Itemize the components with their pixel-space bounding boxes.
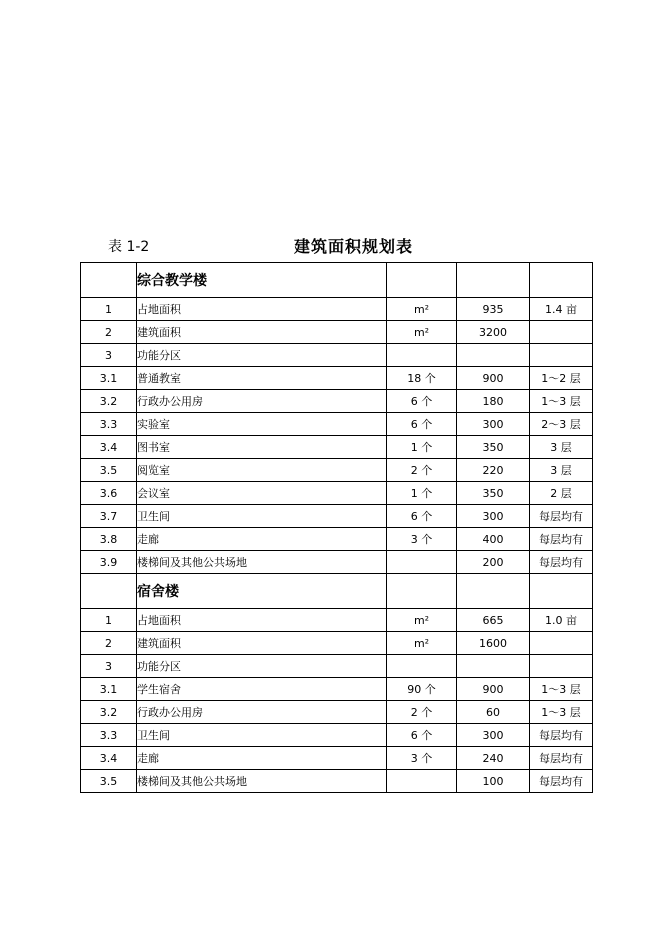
cell-qty: 350 [457, 436, 530, 459]
cell-qty [457, 655, 530, 678]
cell-qty: 300 [457, 413, 530, 436]
cell-note: 2 层 [530, 482, 593, 505]
cell-name: 建筑面积 [137, 632, 387, 655]
cell-no: 3.2 [81, 701, 137, 724]
cell-qty: 240 [457, 747, 530, 770]
cell-qty: 3200 [457, 321, 530, 344]
table-row [81, 655, 593, 678]
cell-no: 3.1 [81, 678, 137, 701]
cell-no: 3.9 [81, 551, 137, 574]
cell-note: 3 层 [530, 459, 593, 482]
table-row [81, 551, 593, 574]
cell-no: 3.2 [81, 390, 137, 413]
cell-name: 图书室 [137, 436, 387, 459]
cell-note: 1.4 亩 [530, 298, 593, 321]
cell-name: 行政办公用房 [137, 701, 387, 724]
cell-unit: 3 个 [387, 747, 457, 770]
cell-unit: 2 个 [387, 701, 457, 724]
cell-note: 每层均有 [530, 505, 593, 528]
cell-name: 功能分区 [137, 655, 387, 678]
cell-name: 占地面积 [137, 609, 387, 632]
section-title: 宿舍楼 [137, 574, 387, 609]
cell-name: 卫生间 [137, 724, 387, 747]
cell-unit [387, 770, 457, 793]
cell-no: 3.3 [81, 413, 137, 436]
cell-no: 1 [81, 609, 137, 632]
cell-qty: 180 [457, 390, 530, 413]
cell-no: 3 [81, 344, 137, 367]
empty-cell [387, 574, 457, 609]
cell-qty: 220 [457, 459, 530, 482]
empty-cell [81, 263, 137, 298]
empty-cell [530, 263, 593, 298]
cell-unit: m² [387, 609, 457, 632]
section-title: 综合教学楼 [137, 263, 387, 298]
cell-name: 楼梯间及其他公共场地 [137, 551, 387, 574]
cell-name: 楼梯间及其他公共场地 [137, 770, 387, 793]
cell-note: 1～3 层 [530, 678, 593, 701]
cell-unit: 6 个 [387, 413, 457, 436]
cell-name: 行政办公用房 [137, 390, 387, 413]
cell-unit: m² [387, 632, 457, 655]
cell-unit [387, 551, 457, 574]
cell-unit: 3 个 [387, 528, 457, 551]
cell-unit: 6 个 [387, 505, 457, 528]
cell-note: 1～2 层 [530, 367, 593, 390]
empty-cell [530, 574, 593, 609]
cell-name: 走廊 [137, 747, 387, 770]
cell-unit: 90 个 [387, 678, 457, 701]
cell-name: 普通教室 [137, 367, 387, 390]
cell-name: 卫生间 [137, 505, 387, 528]
empty-cell [457, 263, 530, 298]
cell-note: 1.0 亩 [530, 609, 593, 632]
cell-no: 3.6 [81, 482, 137, 505]
cell-note: 1～3 层 [530, 390, 593, 413]
cell-name: 实验室 [137, 413, 387, 436]
cell-unit: 6 个 [387, 724, 457, 747]
cell-name: 会议室 [137, 482, 387, 505]
table-caption: 表 1-2 [108, 239, 150, 255]
cell-no: 3.8 [81, 528, 137, 551]
table-row [81, 413, 593, 436]
table-row [81, 770, 593, 793]
cell-note: 3 层 [530, 436, 593, 459]
cell-unit: m² [387, 321, 457, 344]
cell-note: 每层均有 [530, 770, 593, 793]
cell-no: 2 [81, 321, 137, 344]
cell-note: 每层均有 [530, 724, 593, 747]
cell-note [530, 632, 593, 655]
section-header-row [81, 574, 593, 609]
cell-qty: 300 [457, 724, 530, 747]
cell-no: 3.4 [81, 436, 137, 459]
cell-qty: 900 [457, 678, 530, 701]
table-row [81, 747, 593, 770]
cell-name: 学生宿舍 [137, 678, 387, 701]
cell-no: 3 [81, 655, 137, 678]
cell-no: 1 [81, 298, 137, 321]
cell-unit: 1 个 [387, 482, 457, 505]
cell-unit: 2 个 [387, 459, 457, 482]
cell-note: 2～3 层 [530, 413, 593, 436]
table-row [81, 482, 593, 505]
cell-qty: 300 [457, 505, 530, 528]
cell-name: 阅览室 [137, 459, 387, 482]
table-row [81, 321, 593, 344]
cell-note [530, 655, 593, 678]
cell-unit [387, 344, 457, 367]
cell-unit [387, 655, 457, 678]
cell-note [530, 344, 593, 367]
cell-qty: 350 [457, 482, 530, 505]
cell-note: 1～3 层 [530, 701, 593, 724]
table-row [81, 436, 593, 459]
table-row [81, 298, 593, 321]
cell-qty: 665 [457, 609, 530, 632]
cell-qty: 100 [457, 770, 530, 793]
cell-unit: 1 个 [387, 436, 457, 459]
cell-no: 2 [81, 632, 137, 655]
table-row [81, 459, 593, 482]
cell-qty: 400 [457, 528, 530, 551]
table-row [81, 678, 593, 701]
cell-name: 走廊 [137, 528, 387, 551]
cell-note: 每层均有 [530, 528, 593, 551]
table-row [81, 632, 593, 655]
table-row [81, 701, 593, 724]
cell-unit: 18 个 [387, 367, 457, 390]
cell-qty: 935 [457, 298, 530, 321]
table-row [81, 505, 593, 528]
table-row [81, 390, 593, 413]
cell-no: 3.1 [81, 367, 137, 390]
page-title: 建筑面积规划表 [294, 237, 414, 256]
cell-qty: 60 [457, 701, 530, 724]
cell-name: 功能分区 [137, 344, 387, 367]
table-row [81, 724, 593, 747]
cell-name: 建筑面积 [137, 321, 387, 344]
empty-cell [457, 574, 530, 609]
cell-qty: 200 [457, 551, 530, 574]
cell-no: 3.5 [81, 459, 137, 482]
table-row [81, 367, 593, 390]
table-row [81, 609, 593, 632]
cell-no: 3.5 [81, 770, 137, 793]
empty-cell [387, 263, 457, 298]
cell-unit: m² [387, 298, 457, 321]
table-row [81, 528, 593, 551]
empty-cell [81, 574, 137, 609]
cell-qty: 1600 [457, 632, 530, 655]
cell-note: 每层均有 [530, 551, 593, 574]
cell-no: 3.7 [81, 505, 137, 528]
cell-note: 每层均有 [530, 747, 593, 770]
cell-unit: 6 个 [387, 390, 457, 413]
cell-no: 3.3 [81, 724, 137, 747]
table-row [81, 344, 593, 367]
cell-note [530, 321, 593, 344]
area-plan-table [80, 262, 593, 793]
cell-qty: 900 [457, 367, 530, 390]
section-header-row [81, 263, 593, 298]
cell-no: 3.4 [81, 747, 137, 770]
cell-qty [457, 344, 530, 367]
cell-name: 占地面积 [137, 298, 387, 321]
